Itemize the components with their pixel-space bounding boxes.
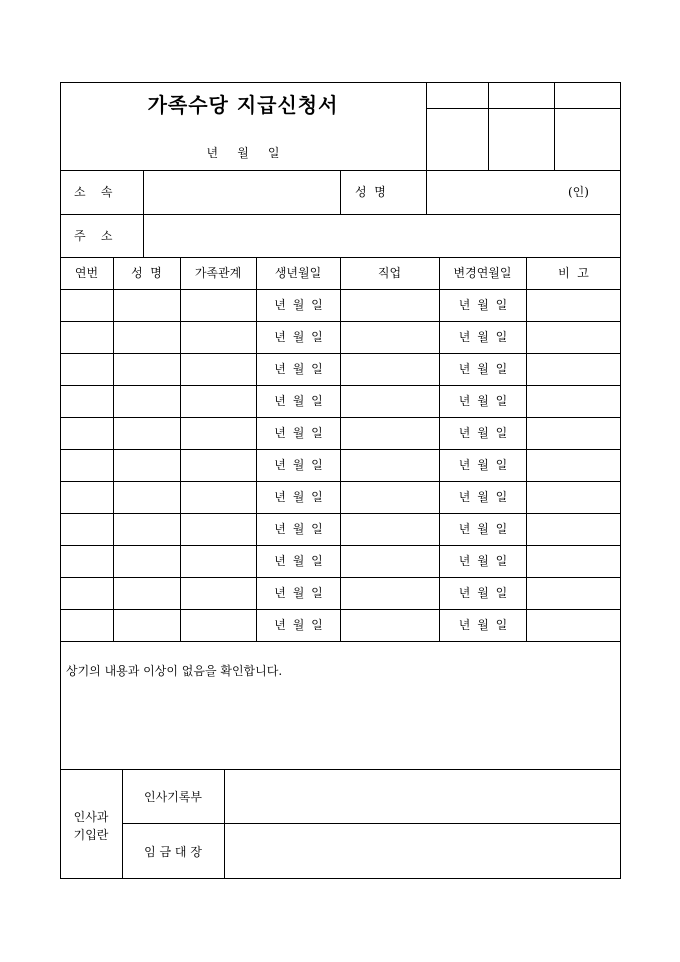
confirmation-statement: 상기의 내용과 이상이 없음을 확인합니다. xyxy=(66,664,283,678)
member-name-cell[interactable] xyxy=(114,386,180,417)
change-date-cell[interactable] xyxy=(440,578,526,609)
birth-date-cell[interactable] xyxy=(257,322,340,353)
table-header-cell: 직업 xyxy=(377,266,402,280)
date-placeholder-text: 년 월 일 xyxy=(458,586,508,600)
date-placeholder-text: 년 월 일 xyxy=(274,394,323,408)
approval-box-3[interactable] xyxy=(555,109,621,170)
occupation-cell[interactable] xyxy=(341,450,439,481)
occupation-cell[interactable] xyxy=(341,482,439,513)
change-date-cell[interactable] xyxy=(440,354,526,385)
change-date-cell[interactable] xyxy=(440,322,526,353)
table-header-cell: 연번 xyxy=(74,266,99,280)
relationship-cell[interactable] xyxy=(181,354,256,385)
remarks-cell[interactable] xyxy=(527,354,621,385)
birth-date-cell[interactable] xyxy=(257,354,340,385)
member-name-cell[interactable] xyxy=(114,610,180,641)
hr-section-label-line1: 인사과 xyxy=(73,810,109,824)
relationship-cell[interactable] xyxy=(181,386,256,417)
member-name-cell[interactable] xyxy=(114,546,180,577)
birth-date-cell[interactable] xyxy=(257,546,340,577)
name-label-divider-left xyxy=(340,170,341,214)
relationship-cell[interactable] xyxy=(181,610,256,641)
table-header-cell: 가족관계 xyxy=(194,266,242,280)
date-placeholder-text: 년 월 일 xyxy=(274,554,323,568)
date-placeholder-text: 년 월 일 xyxy=(458,490,508,504)
date-placeholder-text: 년 월 일 xyxy=(274,458,323,472)
relationship-cell[interactable] xyxy=(181,450,256,481)
date-placeholder-text: 년 월 일 xyxy=(458,522,508,536)
affiliation-label: 소 속 xyxy=(74,185,113,199)
relationship-cell[interactable] xyxy=(181,418,256,449)
remarks-cell[interactable] xyxy=(527,610,621,641)
remarks-cell[interactable] xyxy=(527,386,621,417)
remarks-cell[interactable] xyxy=(527,322,621,353)
personnel-record-label: 인사기록부 xyxy=(144,790,202,804)
occupation-cell[interactable] xyxy=(341,578,439,609)
date-placeholder-text: 년 월 일 xyxy=(274,362,323,376)
occupation-cell[interactable] xyxy=(341,354,439,385)
birth-date-cell[interactable] xyxy=(257,578,340,609)
date-placeholder-text: 년 월 일 xyxy=(274,330,323,344)
date-placeholder-text: 년 월 일 xyxy=(274,522,323,536)
date-placeholder-text: 년 월 일 xyxy=(458,618,508,632)
birth-date-cell[interactable] xyxy=(257,290,340,321)
remarks-cell[interactable] xyxy=(527,290,621,321)
birth-date-cell[interactable] xyxy=(257,386,340,417)
date-placeholder-text: 년 월 일 xyxy=(458,458,508,472)
table-row xyxy=(60,449,621,481)
member-name-cell[interactable] xyxy=(114,482,180,513)
birth-date-cell[interactable] xyxy=(257,450,340,481)
table-row xyxy=(60,321,621,353)
seal-mark: (인) xyxy=(568,185,589,199)
occupation-cell[interactable] xyxy=(341,546,439,577)
address-label: 주 소 xyxy=(74,229,113,243)
personnel-record-field[interactable] xyxy=(225,770,621,823)
date-placeholder-text: 년 월 일 xyxy=(458,330,508,344)
date-placeholder-text: 년 월 일 xyxy=(274,426,323,440)
change-date-cell[interactable] xyxy=(440,610,526,641)
relationship-cell[interactable] xyxy=(181,322,256,353)
member-name-cell[interactable] xyxy=(114,418,180,449)
birth-date-cell[interactable] xyxy=(257,610,340,641)
serial-no-cell[interactable] xyxy=(61,514,113,545)
birth-date-cell[interactable] xyxy=(257,482,340,513)
relationship-cell[interactable] xyxy=(181,546,256,577)
member-name-cell[interactable] xyxy=(114,354,180,385)
remarks-cell[interactable] xyxy=(527,546,621,577)
table-row xyxy=(60,609,621,641)
date-placeholder-text: 년 월 일 xyxy=(274,618,323,632)
table-row xyxy=(60,545,621,577)
hr-label-divider xyxy=(122,769,123,879)
serial-no-cell[interactable] xyxy=(61,386,113,417)
serial-no-cell[interactable] xyxy=(61,482,113,513)
date-placeholder-text: 년 월 일 xyxy=(458,554,508,568)
name-label: 성 명 xyxy=(355,185,386,199)
date-placeholder-text: 년 월 일 xyxy=(458,298,508,312)
change-date-cell[interactable] xyxy=(440,546,526,577)
remarks-cell[interactable] xyxy=(527,418,621,449)
relationship-cell[interactable] xyxy=(181,290,256,321)
serial-no-cell[interactable] xyxy=(61,322,113,353)
wage-ledger-label: 임 금 대 장 xyxy=(144,845,202,859)
wage-ledger-field[interactable] xyxy=(225,824,621,879)
table-header-cell: 성 명 xyxy=(131,266,162,280)
affiliation-field[interactable] xyxy=(144,171,340,214)
serial-no-cell[interactable] xyxy=(61,578,113,609)
form-title: 가족수당 지급신청서 xyxy=(147,93,339,117)
address-field[interactable] xyxy=(144,215,621,257)
table-header-cell: 생년월일 xyxy=(274,266,322,280)
serial-no-cell[interactable] xyxy=(61,546,113,577)
table-header-cell: 비 고 xyxy=(558,266,589,280)
table-row xyxy=(60,289,621,321)
relationship-cell[interactable] xyxy=(181,578,256,609)
table-row xyxy=(60,353,621,385)
table-bottom-line xyxy=(60,641,621,642)
table-header-cell: 변경연월일 xyxy=(453,266,512,280)
date-placeholder-text: 년 월 일 xyxy=(274,586,323,600)
birth-date-cell[interactable] xyxy=(257,514,340,545)
approval-box-1[interactable] xyxy=(426,109,488,170)
serial-no-cell[interactable] xyxy=(61,450,113,481)
change-date-cell[interactable] xyxy=(440,450,526,481)
application-date: 년 월 일 xyxy=(206,146,280,160)
occupation-cell[interactable] xyxy=(341,290,439,321)
relationship-cell[interactable] xyxy=(181,514,256,545)
remarks-cell[interactable] xyxy=(527,450,621,481)
date-placeholder-text: 년 월 일 xyxy=(458,426,508,440)
date-placeholder-text: 년 월 일 xyxy=(274,490,323,504)
table-row xyxy=(60,385,621,417)
name-field[interactable] xyxy=(427,171,621,214)
hr-section-label-line2: 기입란 xyxy=(73,828,109,842)
change-date-cell[interactable] xyxy=(440,514,526,545)
approval-box-2[interactable] xyxy=(489,109,554,170)
birth-date-cell[interactable] xyxy=(257,418,340,449)
occupation-cell[interactable] xyxy=(341,418,439,449)
table-row xyxy=(60,577,621,609)
serial-no-cell[interactable] xyxy=(61,418,113,449)
date-placeholder-text: 년 월 일 xyxy=(458,362,508,376)
family-table xyxy=(60,257,621,641)
occupation-cell[interactable] xyxy=(341,610,439,641)
table-row xyxy=(60,513,621,545)
occupation-cell[interactable] xyxy=(341,386,439,417)
change-date-cell[interactable] xyxy=(440,290,526,321)
member-name-cell[interactable] xyxy=(114,514,180,545)
member-name-cell[interactable] xyxy=(114,450,180,481)
date-placeholder-text: 년 월 일 xyxy=(274,298,323,312)
date-placeholder-text: 년 월 일 xyxy=(458,394,508,408)
member-name-cell[interactable] xyxy=(114,290,180,321)
change-date-cell[interactable] xyxy=(440,418,526,449)
member-name-cell[interactable] xyxy=(114,578,180,609)
family-allowance-form xyxy=(60,82,621,879)
change-date-cell[interactable] xyxy=(440,482,526,513)
serial-no-cell[interactable] xyxy=(61,290,113,321)
occupation-cell[interactable] xyxy=(341,322,439,353)
serial-no-cell[interactable] xyxy=(61,610,113,641)
table-row xyxy=(60,417,621,449)
occupation-cell[interactable] xyxy=(341,514,439,545)
remarks-cell[interactable] xyxy=(527,482,621,513)
relationship-cell[interactable] xyxy=(181,482,256,513)
remarks-cell[interactable] xyxy=(527,514,621,545)
member-name-cell[interactable] xyxy=(114,322,180,353)
remarks-cell[interactable] xyxy=(527,578,621,609)
serial-no-cell[interactable] xyxy=(61,354,113,385)
table-row xyxy=(60,481,621,513)
change-date-cell[interactable] xyxy=(440,386,526,417)
